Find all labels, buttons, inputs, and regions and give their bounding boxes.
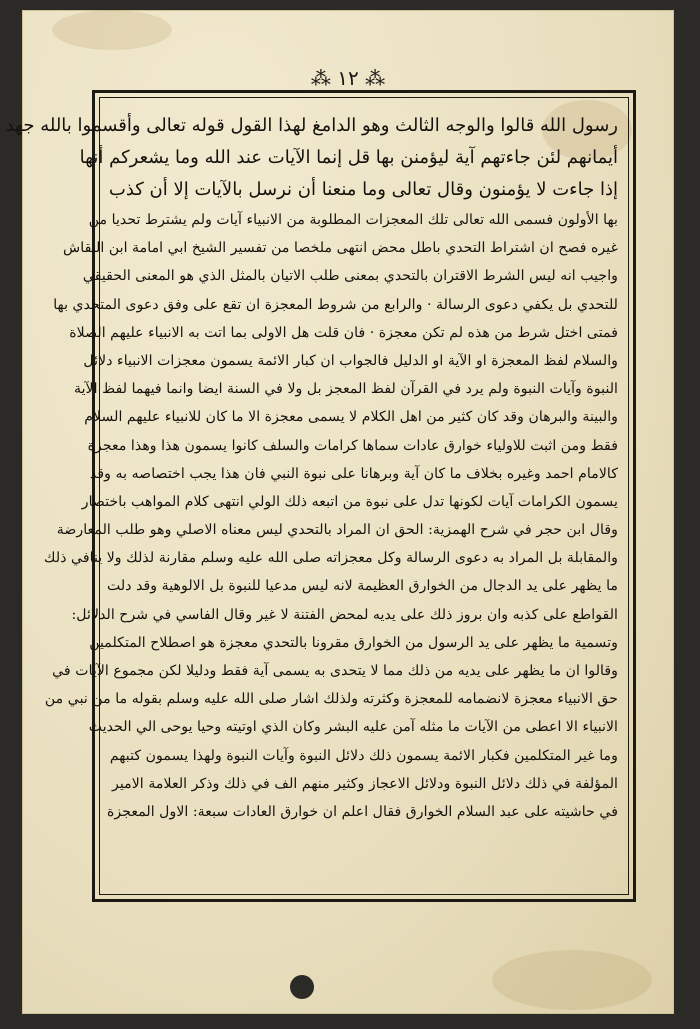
text-line: أيمانهم لئن جاءتهم آية ليؤمنن بها قل إنما الآيات عند الله وما يشعركم أنها [79, 147, 618, 168]
text-line: فقط ومن اثبت للاولياء خوارق عادات سماها كرامات والسلف كانوا يسمون هذا وهذا معجزة [87, 437, 618, 454]
text-frame [5, 90, 636, 902]
paper-stain [492, 950, 652, 1010]
text-line: وتسمية ما يظهر على يد الرسول من الخوارق مقرونا بالتحدي معجزة هو اصطلاح المتكلمين [89, 634, 618, 651]
paper-stain [52, 10, 172, 50]
text-line: كالامام احمد وغيره بخلاف ما كان آية وبرهانا على نبوة النبي فان هذا يجب اختصاصه به وقد [89, 465, 618, 482]
text-line: القواطع على كذبه وان بروز ذلك على يديه لمحض الفتنة لا غير وقال الفاسي في شرح الدلائل: [71, 606, 618, 623]
text-line: للتحدي بل يكفي دعوى الرسالة · والرابع من شروط المعجزة ان تقع على وفق دعوى المتحدي بها [53, 296, 618, 313]
text-line: والمقابلة بل المراد به دعوى الرسالة وكل معجزاته صلى الله عليه وسلم مقارنة لذلك ولا ينافي ذلك [43, 550, 618, 567]
text-line: وقال ابن حجر في شرح الهمزية: الحق ان المراد بالتحدي ليس معناه الاصلي وهو طلب المعارضة [56, 522, 618, 539]
text-line: وقالوا ان ما يظهر على يديه من ذلك مما لا يتحدى به يسمى آية فقط ودليلا لكن مجموع الآيات في [52, 663, 618, 679]
text-line: النبوة وآيات النبوة ولم يرد في القرآن لفظ المعجز بل ولا في السنة ايضا وانما فيهما لفظ الآية [74, 381, 618, 398]
text-line: غيره فصح ان اشتراط التحدي باطل محض انتهى ملخصا من تفسير الشيخ ابي امامة ابن النقاش [62, 240, 618, 257]
text-line: يسمون الكرامات آيات لكونها تدل على نبوة من اتبعه ذلك الولي انتهى كلام المواهب باختصار [81, 493, 618, 510]
text-line: رسول الله قالوا والوجه الثالث وهو الدامغ لهذا القول قوله تعالى وأقسموا بالله جهد [5, 115, 618, 136]
text-line: واجيب انه ليس الشرط الاقتران بالتحدي بمعنى طلب الاتيان بالمثل الذي هو المعنى الحقيقي [82, 268, 618, 285]
manuscript-page [5, 10, 674, 1014]
page-number: ⁂ ١٢ ⁂ [310, 66, 386, 90]
text-line: إذا جاءت لا يؤمنون وقال تعالى وما منعنا أن نرسل بالآيات إلا أن كذب [108, 179, 618, 200]
text-line: ما يظهر على يد الدجال من الخوارق العظيمة لانه ليس مدعيا للنبوة بل الالوهية وقد دلت [106, 578, 618, 595]
text-line: في حاشيته على عبد السلام الخوارق فقال اعلم ان خوارق العادات سبعة: الاول المعجزة [106, 803, 618, 820]
text-line: فمتى اختل شرط من هذه لم تكن معجزة · فان قلت هل الاولى بما اتت به الانبياء عليهم الصلاة [69, 324, 618, 341]
paper-hole [290, 975, 314, 999]
body-text [5, 110, 618, 884]
text-line: الانبياء الا اعطى من الآيات ما مثله آمن عليه البشر وكان الذي اوتيته وحيا يوحى الي الحديث [88, 719, 618, 736]
text-line: حق الانبياء معجزة لانضمامه للمعجزة وكثرته ولذلك اشار صلى الله عليه وسلم بقوله ما من نبي من [44, 691, 618, 708]
text-frame-inner [5, 97, 629, 895]
text-line: المؤلفة في ذلك دلائل النبوة ودلائل الاعجاز وكثير منهم الف في ذلك وذكر العلامة الامير [112, 775, 618, 792]
text-line: وما غير المتكلمين فكبار الائمة يسمون ذلك دلائل النبوة وآيات النبوة ولهذا يسمون كتبهم [109, 747, 618, 764]
text-line: بها الأولون فسمى الله تعالى تلك المعجزات المطلوبة من الانبياء آيات ولم يشترط تحديا من [88, 212, 618, 228]
text-line: والبينة والبرهان وقد كان كثير من اهل الكلام لا يسمى معجزة الا ما كان للانبياء عليهم السلام [84, 409, 618, 426]
text-line: والسلام لفظ المعجزة او الآية او الدليل فالجواب ان كبار الائمة يسمون معجزات الانبياء دلائل [83, 352, 618, 369]
